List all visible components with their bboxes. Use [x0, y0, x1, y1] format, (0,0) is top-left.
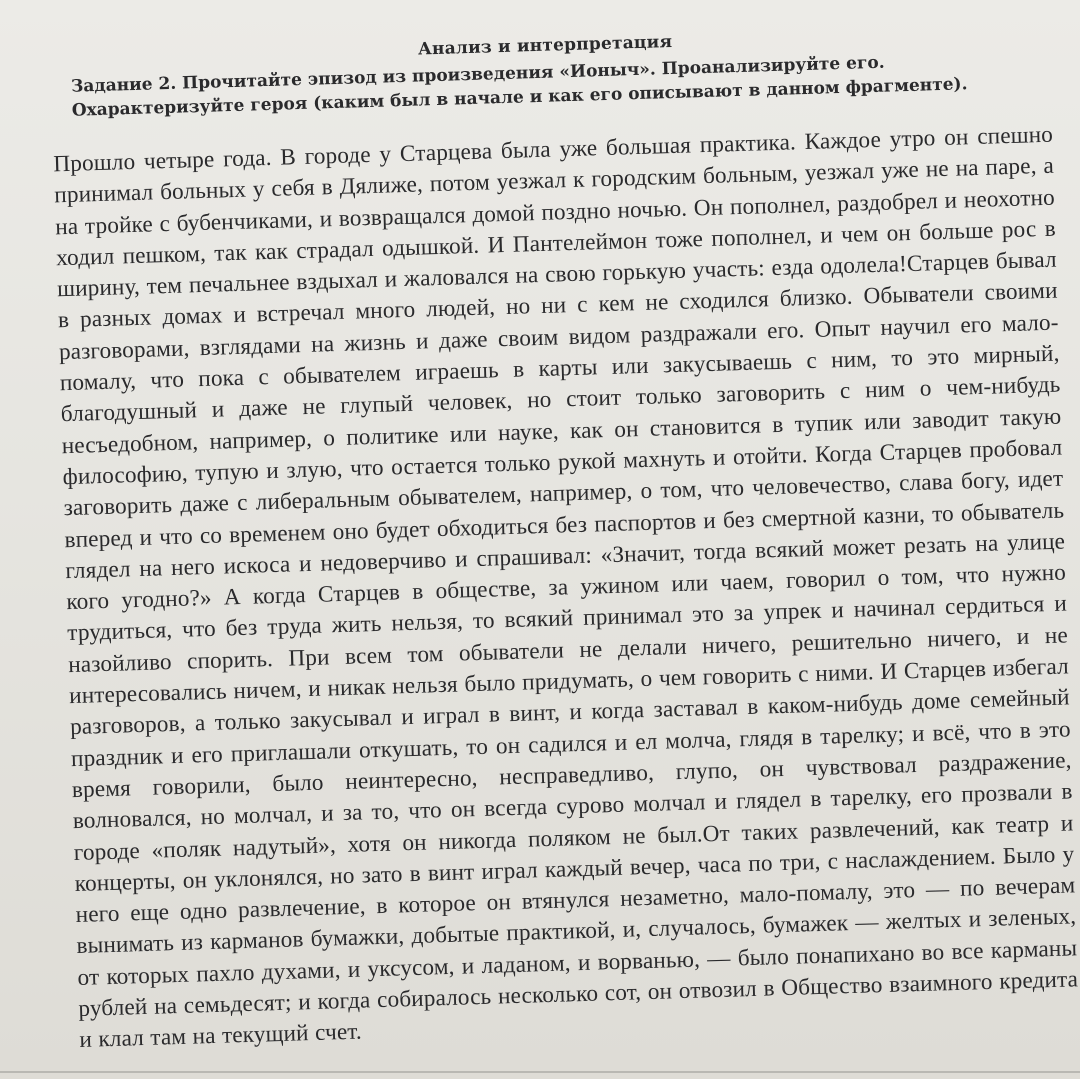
section-heading: Анализ и интерпретация — [417, 31, 673, 60]
task-instructions: Задание 2. Прочитайте эпизод из произведения «Ионыч». Проанализируйте его. Охарактеризуйте героя (каким был в начале и как его описывают в данном фрагменте). — [70, 52, 968, 121]
bottom-divider-line — [0, 1071, 1080, 1073]
text-passage: Прошло четыре года. В городе у Старцева была уже большая практика. Каждое утро он спешно принимал больных у себя в Дялиже, потом уезжал к городским больным, уезжал уже не на паре, а на тройке с бубенчиками, и возвращался домой поздно ночью. Он пополнел, раздобрел и неохотно ходил пешком, так как страдал одышкой. И Пантелеймон тоже пополнел, и чем он больше рос в ширину, тем печальнее вздыхал и жаловался на свою горькую участь: езда одолела!Старцев бывал в разных домах и встречал много людей, но ни с кем не сходился близко. Обыватели своими разговорами, взглядами на жизнь и даже своим видом раздражали его. Опыт научил его мало-помалу, что пока с обывателем играешь в карты или закусываешь с ним, то это мирный, благодушный и даже не глупый человек, но стоит только заговорить с ним о чем-нибудь несъедобном, например, о политике или науке, как он становится в тупик или заводит такую философию, тупую и злую, что остается только рукой махнуть и отойти. Когда Старцев пробовал заговорить даже с либеральным обывателем, например, о том, что человечество, слава богу, идет вперед и что со временем оно будет обходиться без паспортов и без смертной казни, то обыватель глядел на него искоса и недоверчиво и спрашивал: «Значит, тогда всякий может резать на улице кого угодно?» А когда Старцев в обществе, за ужином или чаем, говорил о том, что нужно трудиться, что без труда жить нельзя, то всякий принимал это за упрек и начинал сердиться и назойливо спорить. При всем том обыватели не делали ничего, решительно ничего, и не интересовались ничем, и никак нельзя было придумать, о чем говорить с ними. И Старцев избегал разговоров, а только закусывал и играл в винт, и когда заставал в каком-нибудь доме семейный праздник и его приглашали откушать, то он садился и ел молча, глядя в тарелку; и всё, что в это время говорили, было неинтересно, несправедливо, глупо, он чувствовал раздражение, волновался, но молчал, и за то, что он всегда сурово молчал и глядел в тарелку, его прозвали в городе «поляк надутый», хотя он никогда поляком не был.От таких развлечений, как театр и концерты, он уклонялся, но зато в винт играл каждый вечер, часа по три, с наслаждением. Было у него еще одно развлечение, в которое он втянулся незаметно, мало-помалу, это — по вечерам вынимать из карманов бумажки, добытые практикой, и, случалось, бумажек — желтых и зеленых, от которых пахло духами, и уксусом, и ладаном, и ворванью, — было понапихано во все карманы рублей на семьдесят; и когда собиралось несколько сот, он отвозил в Общество взаимного кредита и клал там на текущий счет. — [53, 121, 1079, 1054]
printed-sheet — [30, 19, 1080, 1057]
